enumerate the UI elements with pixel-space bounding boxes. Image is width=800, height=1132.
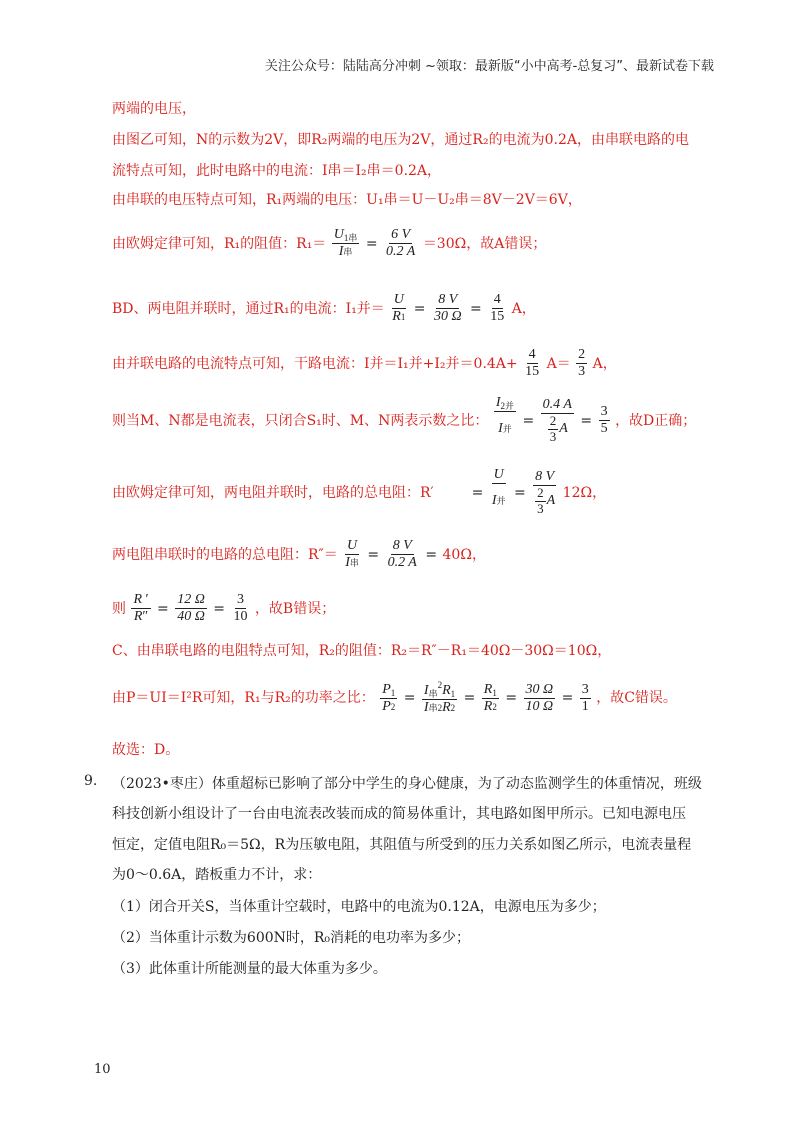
fraction-u-over-i-series: U I 串 xyxy=(345,538,359,571)
fraction-i2-over-i: $I_{2并}$ I 并 xyxy=(495,395,515,437)
fraction-3-10: $\frac{3}{10}$ xyxy=(233,592,248,625)
question-line-2: 科技创新小组设计了一台由电流表改装而成的简易体重计，其电路如图甲所示。已知电源电压 xyxy=(112,806,686,822)
fraction-u1-over-i: $U_{1串}$ I 串 xyxy=(333,227,358,260)
solution-line-1: 两端的电压， xyxy=(112,101,196,117)
fraction-30-over-10: $\frac{30 \Omega}{10 \Omega}$ xyxy=(525,681,554,714)
solution-line-9: 由欧姆定律可知，两电阻并联时，电路的总电阻：R′ = U I 并 = 8 V 2 3 A 12Ω， xyxy=(112,467,606,518)
page-header: 关注公众号：陆陆高分冲刺 ~领取：最新版“小中高考-总复习”、最新试卷下载 xyxy=(264,59,714,74)
fraction-3-5: $\frac{3}{5}$ xyxy=(600,404,608,437)
solution-line-6: BD、两电阻并联时，通过R₁的电流：I₁并＝ U R 1 = $\frac{8 V}{30 \Omega}$ = $\frac{4}{15}$ A， xyxy=(112,292,536,325)
question-line-3: 恒定，定值电阻R₀＝5Ω，R为压敏电阻，其阻值与所受到的压力关系如图乙所示，电流表量程 xyxy=(112,837,692,853)
fraction-r1-over-r2: R ′ R ″ xyxy=(133,592,149,625)
fraction-8v-over-02a: $\frac{8 V}{0.2 A}$ xyxy=(387,538,417,571)
solution-line-12: C、由串联电路的电阻特点可知，R₂的阻值：R₂＝R″－R₁＝40Ω－30Ω＝10Ω， xyxy=(112,643,612,659)
fraction-4-15: $\frac{4}{15}$ xyxy=(490,292,505,325)
question-line-4: 为0～0.6A，踏板重力不计，求： xyxy=(112,867,322,883)
solution-line-5: 由欧姆定律可知，R₁的阻值：R₁＝ $U_{1串}$ I 串 = $\frac{6 V}{0.2 A}$ ＝30Ω，故A错误； xyxy=(112,227,547,260)
solution-line-7: 由并联电路的电流特点可知，干路电流：I并＝I₁并+I₂并＝0.4A+ $\frac{4}{15}$ A＝ $\frac{2}{3}$ A， xyxy=(112,347,617,380)
fraction-p1-over-p2: $P_1$ P 2 xyxy=(382,681,396,714)
solution-line-11: 则 R ′ R ″ = $\frac{12 \Omega}{40 \Omega}$ = $\frac{3}{10}$ ，故B错误； xyxy=(112,592,336,625)
fraction-2-3: $\frac{2}{3}$ xyxy=(578,347,586,380)
page-number: 10 xyxy=(94,1062,111,1077)
question-sub-3: （3）此体重计所能测量的最大体重为多少。 xyxy=(112,961,387,977)
fraction-power-ratio: $I_串^2R_1$ I 串 2 R 2 xyxy=(423,680,456,716)
fraction-3-1: $\frac{3}{1}$ xyxy=(581,681,589,714)
question-number: 9. xyxy=(84,773,98,789)
solution-line-3: 流特点可知，此时电路中的电流：I串＝I₂串＝0.2A， xyxy=(112,163,442,179)
solution-line-10: 两电阻串联时的电路的总电阻：R″＝ U I 串 = $\frac{8 V}{0.2 A}$ = 40Ω， xyxy=(112,538,486,571)
solution-line-8: 则当M、N都是电流表，只闭合S₁时、M、N两表示数之比： $I_{2并}$ I 并 = 0.4 A 2 3 A = $\frac{3}{5}$ ，故D正确； xyxy=(112,395,696,446)
question-sub-2: （2）当体重计示数为600N时，R₀消耗的电功率为多少； xyxy=(112,930,471,946)
fraction-8v-over-2-3a: 8 V 2 3 A xyxy=(535,468,556,516)
fraction-u-over-i-parallel: U I 并 xyxy=(491,467,506,509)
fraction-12-over-40: $\frac{12 \Omega}{40 \Omega}$ xyxy=(177,592,205,625)
question-line-1: （2023•枣庄）体重超标已影响了部分中学生的身心健康，为了动态监测学生的体重情况，班级 xyxy=(112,776,702,792)
solution-line-4: 由串联的电压特点可知，R₁两端的电压：U₁串＝U－U₂串＝8V－2V＝6V， xyxy=(112,192,582,208)
fraction-r1-over-r2-values: $R_1$ R 2 xyxy=(483,681,497,714)
question-sub-1: （1）闭合开关S，当体重计空载时，电路中的电流为0.12A，电源电压为多少； xyxy=(112,899,606,915)
solution-line-2: 由图乙可知，N的示数为2V，即R₂两端的电压为2V，通过R₂的电流为0.2A，由串联电路的电 xyxy=(112,132,689,148)
fraction-u-over-r1: U R 1 xyxy=(392,292,406,325)
solution-line-13: 由P＝UI＝I²R可知，R₁与R₂的功率之比： $P_1$ P 2 = $I_串^2R_1$ I 串 2 R 2 = $R_1$ R 2 = $\frac{30 \Omega}{10 \Omega}$ = $\frac{3}{1}$ ，故C错误。 xyxy=(112,680,677,716)
fraction-8v-over-30: $\frac{8 V}{30 \Omega}$ xyxy=(433,292,462,325)
solution-answer: 故选：D。 xyxy=(112,742,180,758)
fraction-4-15b: $\frac{4}{15}$ xyxy=(525,347,540,380)
fraction-6v-over-02a: $\frac{6 V}{0.2 A}$ xyxy=(386,227,416,260)
fraction-04a-over-2-3a: 0.4 A 2 3 A xyxy=(542,396,572,444)
